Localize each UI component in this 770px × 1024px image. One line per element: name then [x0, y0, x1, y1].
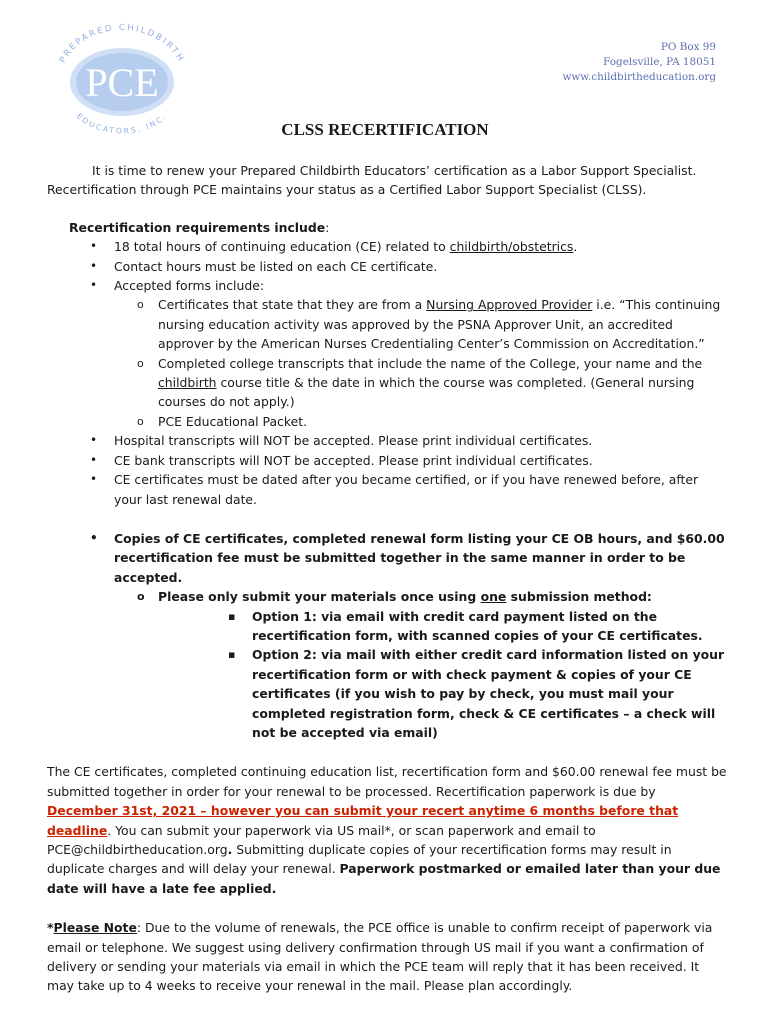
submission-list: [92, 587, 727, 742]
nursing-provider-term: Nursing Approved Provider: [426, 297, 593, 313]
address-po-box: PO Box 99: [660, 41, 716, 53]
note-paragraph: *Please Note: Due to the volume of renewals, the PCE office is unable to confirm receipt of paperwork via email or telephone. We suggest using delivery confirmation through US mail if you want a confirmation of delivery or sending your materials via email in which the PCE team will reply that it has been received. It may take up to 4 weeks to receive your renewal in the mail. Please plan accordingly.: [47, 920, 713, 994]
logo-arc-bottom: EDUCATORS, INC.: [74, 111, 170, 136]
document-body: [47, 161, 727, 996]
list-item: o PCE Educational Packet.: [92, 412, 727, 431]
address-city: Fogelsville, PA 18051: [603, 56, 716, 68]
list-item: • Hospital transcripts will NOT be accepted. Please print individual certificates.: [47, 431, 727, 450]
logo-initials: PCE: [85, 60, 159, 105]
list-item: • Contact hours must be listed on each CE certificate.: [47, 257, 727, 276]
list-item: • CE certificates must be dated after you became certified, or if you have renewed before, after your last renewal date.: [47, 470, 727, 509]
list-item: o Please only submit your materials once using one submission method: ▪ Option 1: via email with credit card payment listed on the recertification form, with scanned copies of your CE certificates. ▪ Option 2: via mail with either credit card information listed on your recertification form or with check payment & copies of your CE certificates (if you wish to pay by check, you must mail your completed registration form, check & CE certificates – a check will not be accepted via email): [92, 587, 727, 742]
deadline-text: December 31st, 2021 – however you can submit your recert anytime 6 months before that deadline: [47, 803, 679, 838]
submission-paragraph: The CE certificates, completed continuing education list, recertification form and $60.00 renewal fee must be submitted together in order for your renewal to be processed. Recertification paperwork is due by December 31st, 2021 – however you can submit your recert anytime 6 months before that deadline. You can submit your paperwork via US mail*, or scan paperwork and email to PCE@childbirtheducation.org. Submitting duplicate copies of your recertification forms may result in duplicate charges and will delay your renewal. Paperwork postmarked or emailed later than your due date will have a late fee applied.: [47, 764, 727, 896]
list-item: • Accepted forms include: o Certificates that state that they are from a Nursing Approved Provider i.e. “This continuing nursing education activity was approved by the PSNA Approver Unit, an accredited approver by the American Nurses Credentialing Center’s Commission on Accreditation.” o Completed college transcripts that include the name of the College, your name and the childbirth course title & the date in which the course was completed. (General nursing courses do not apply.) o PCE Educational Packet.: [47, 276, 727, 431]
address-website: www.childbirtheducation.org: [562, 71, 716, 83]
logo-arc-top: PREPARED CHILDBIRTH: [57, 22, 187, 65]
intro-paragraph: It is time to renew your Prepared Childbirth Educators’ certification as a Labor Support Specialist. Recertification through PCE maintains your status as a Certified Labor Support Specialist (CLSS).: [47, 163, 697, 198]
page-title: CLSS RECERTIFICATION: [281, 120, 489, 139]
note-label: Please Note: [53, 920, 137, 936]
requirements-heading: Recertification requirements include:: [69, 219, 330, 235]
accepted-forms-list: [92, 295, 727, 431]
obstetrics-term: childbirth/obstetrics: [449, 239, 574, 255]
one-emphasis: one: [480, 589, 507, 605]
option-2: ▪ Option 2: via mail with either credit card information listed on your recertification form or with check payment & copies of your CE certificates (if you wish to pay by check, you must mail your completed registration form, check & CE certificates – a check will not be accepted via email): [92, 645, 727, 742]
list-item: o Completed college transcripts that include the name of the College, your name and the childbirth course title & the date in which the course was completed. (General nursing courses do not apply.): [92, 354, 727, 412]
option-1: ▪ Option 1: via email with credit card payment listed on the recertification form, with scanned copies of your CE certificates.: [92, 607, 727, 646]
options-list: [92, 607, 727, 743]
list-item: • Copies of CE certificates, completed renewal form listing your CE OB hours, and $60.00 recertification fee must be submitted together in the same manner in order to be accepted. o Please only submit your materials once using one submission method: ▪ Option 1: via email with credit card payment listed on the recertification form, with scanned copies of your CE certificates. ▪ Option 2: via mail with either credit card information listed on your recertification form or with check payment & copies of your CE certificates (if you wish to pay by check, you must mail your completed registration form, check & CE certificates – a check will not be accepted via email): [47, 529, 727, 742]
late-fee-text: Paperwork postmarked or emailed later than your due date will have a late fee applied.: [47, 861, 721, 896]
requirements-list: [47, 237, 727, 742]
list-item: • 18 total hours of continuing education (CE) related to childbirth/obstetrics.: [47, 237, 727, 256]
list-item: o Certificates that state that they are from a Nursing Approved Provider i.e. “This continuing nursing education activity was approved by the PSNA Approver Unit, an accredited approver by the American Nurses Credentialing Center’s Commission on Accreditation.”: [92, 295, 727, 353]
address-block: [563, 40, 717, 85]
childbirth-term: childbirth: [158, 375, 217, 391]
list-item: • CE bank transcripts will NOT be accepted. Please print individual certificates.: [47, 451, 727, 470]
